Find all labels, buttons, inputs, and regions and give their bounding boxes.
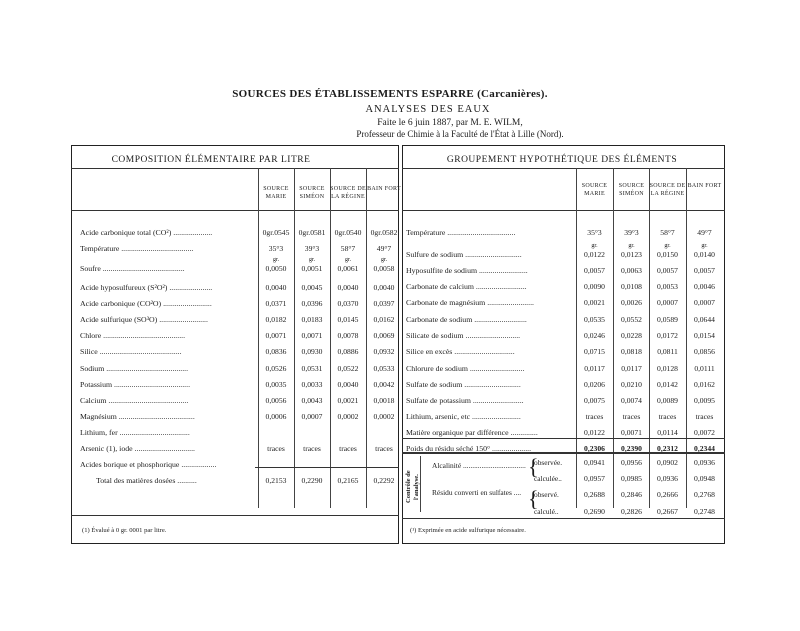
right-cell-value: 0,0715 [584,347,605,356]
left-cell-value: traces [339,444,357,453]
left-cell-value: 0,0930 [301,347,323,356]
left-cell-value: 0gr.0581 [298,228,326,237]
left-cell-value: 0,0035 [265,380,287,389]
gr-label: gr. [272,256,280,263]
gr-label: gr. [591,242,598,249]
right-cell-value: 0,0142 [657,380,678,389]
left-cell-value: 58°7 [340,244,356,253]
author-line: Professeur de Chimie à la Faculté de l'État à Lille (Nord). [356,129,564,139]
right-cell-value: 0,0108 [621,282,642,291]
left-column-header: SOURCE SIMÉON [299,186,325,200]
right-section-title: GROUPEMENT HYPOTHÉTIQUE DES ÉLÉMENTS [446,155,678,165]
left-row-label: Magnésium ....................................... [80,412,195,421]
control-cell-value: 0,2688 [584,490,605,499]
left-row-label: Soufre .......................................... [80,264,185,273]
left-cell-value: 0,0033 [301,380,323,389]
left-row-label: Lithium, fer .................................... [80,428,190,437]
right-cell-value: 0,0090 [584,282,605,291]
column-header-rule [71,210,399,211]
left-cell-value: 0,0162 [373,315,395,324]
left-cell-value: 0,0397 [373,299,395,308]
residue-weight-value: 0,2344 [694,444,715,453]
control-cell-value: 0,0957 [584,474,605,483]
right-cell-value: 49°7 [697,228,712,237]
right-cell-value: 58°7 [660,228,675,237]
gr-label: gr. [344,256,352,263]
left-cell-value: 0,0002 [337,412,359,421]
residue-top-rule [402,438,725,439]
left-cell-value: 49°7 [376,244,392,253]
control-group-alcalinite: Alcalinité .................................. [432,461,526,470]
control-cell-value: 0,0902 [657,458,678,467]
control-cell-value: 0,2826 [621,507,642,516]
right-cell-value: 0,0154 [694,331,715,340]
right-cell-value: 0,0057 [694,266,715,275]
left-row-label: Acides borique et phosphorique .................. [80,460,217,469]
left-cell-value: 0,0932 [373,347,395,356]
right-cell-value: 0,0074 [621,396,642,405]
right-cell-value: 0,0095 [694,396,715,405]
left-total-value: 0,2292 [373,476,395,485]
footnote-rule [71,515,399,516]
left-total-label: Total des matières dosées .......... [96,476,197,485]
left-section-title: COMPOSITION ÉLÉMENTAIRE PAR LITRE [111,155,311,165]
left-row-label: Sodium .......................................... [80,364,189,373]
gr-label: gr. [380,256,388,263]
right-cell-value: 0,0122 [584,250,605,259]
control-row-label: observée. [534,458,563,467]
left-cell-value: traces [375,444,393,453]
right-row-label: Silicate de sodium ............................ [406,331,521,340]
right-row-label: Hyposulfite de sodium ......................... [406,266,528,275]
right-row-label: Température ................................... [406,228,516,237]
right-row-label: Sulfate de potassium .......................... [406,396,524,405]
brace-glyph: { [528,486,539,511]
left-row-label: Température ..................................... [80,244,194,253]
right-cell-value: 0,0210 [621,380,642,389]
right-column-header: SOURCE SIMÉON [618,183,645,197]
left-cell-value: 0,0043 [301,396,323,405]
section-title-rule [402,168,725,169]
right-cell-value: 0,0111 [694,364,715,373]
left-cell-value: 0,0078 [337,331,359,340]
column-header-rule [402,210,725,211]
right-cell-value: 0,0053 [657,282,678,291]
control-group-residu: Résidu converti en sulfates .... [432,488,522,497]
right-cell-value: 0,0057 [584,266,605,275]
left-total-value: 0,2153 [265,476,287,485]
residue-bottom-rule [402,452,725,454]
left-cell-value: 0gr.0582 [370,228,398,237]
right-cell-value: 0,0644 [694,315,715,324]
left-row-label: Acide carbonique total (CO²) .................... [80,228,213,237]
left-cell-value: 0,0050 [265,264,287,273]
right-cell-value: traces [585,412,604,421]
control-row-label: calculé.. [534,507,559,516]
right-cell-value: 0,0150 [657,250,678,259]
left-total-value: 0,2290 [301,476,323,485]
left-cell-value: 0gr.0540 [334,228,362,237]
right-cell-value: 0,0057 [657,266,678,275]
control-row-label: calculée.. [534,474,562,483]
left-row-label: Chlore .......................................... [80,331,186,340]
left-cell-value: 0,0370 [337,299,359,308]
gr-label: gr. [308,256,316,263]
right-footnote: (¹) Exprimée en acide sulfurique nécessaire. [410,527,526,534]
right-cell-value: 0,0063 [621,266,642,275]
left-footnote: (1) Évalué à 0 gr. 0001 par litre. [82,527,167,534]
right-cell-value: 0,0089 [657,396,678,405]
right-cell-value: 0,0123 [621,250,642,259]
left-cell-value: 0,0145 [337,315,359,324]
right-table [402,145,725,544]
left-cell-value: 0,0522 [337,364,359,373]
left-cell-value: 0,0040 [373,283,395,292]
left-column-header: SOURCE MARIE [263,186,289,200]
left-column-header: BAIN FORT [367,186,401,192]
right-row-label: Carbonate de magnésium ........................ [406,298,534,307]
gr-label: gr. [664,242,671,249]
control-cell-value: 0,0985 [621,474,642,483]
page-title: SOURCES DES ÉTABLISSEMENTS ESPARRE (Carcanières). [232,88,548,100]
right-cell-value: 0,0007 [657,298,678,307]
control-cell-value: 0,0956 [621,458,642,467]
left-cell-value: 0,0069 [373,331,395,340]
control-cell-value: 0,0948 [694,474,715,483]
right-cell-value: 0,0140 [694,250,715,259]
right-cell-value: 0,0162 [694,380,715,389]
left-cell-value: 0,0886 [337,347,359,356]
right-cell-value: 0,0007 [694,298,715,307]
right-cell-value: 0,0072 [694,428,715,437]
right-cell-value: 39°3 [624,228,639,237]
right-cell-value: 0,0117 [584,364,605,373]
right-cell-value: 0,0114 [657,428,678,437]
right-cell-value: traces [622,412,641,421]
gr-label: gr. [628,242,635,249]
right-cell-value: 0,0071 [621,428,642,437]
right-cell-value: 0,0075 [584,396,605,405]
right-cell-value: traces [695,412,714,421]
left-cell-value: 0,0836 [265,347,287,356]
total-rule [255,467,399,468]
control-row-label: observé. [534,490,559,499]
left-row-label: Acide carbonique (CO²O) ......................... [80,299,212,308]
left-cell-value: 0,0071 [301,331,323,340]
right-cell-value: 35°3 [587,228,602,237]
left-cell-value: 0,0056 [265,396,287,405]
right-cell-value: 0,0026 [621,298,642,307]
control-cell-value: 0,0941 [584,458,605,467]
control-divider [420,456,421,512]
right-row-label: Matière organique par différence .............. [406,428,538,437]
control-label: Contrôle de l'analyse. [405,470,420,504]
right-row-label: Lithium, arsenic, etc ......................... [406,412,521,421]
left-cell-value: 0,0071 [265,331,287,340]
right-column-header: SOURCE MARIE [581,183,608,197]
left-cell-value: 0,0371 [265,299,287,308]
control-cell-value: 0,0936 [657,474,678,483]
left-cell-value: 0,0045 [301,283,323,292]
left-row-label: Potassium ....................................... [80,380,191,389]
right-row-label: Carbonate de sodium ........................... [406,315,527,324]
left-cell-value: 0,0002 [373,412,395,421]
left-cell-value: 0,0061 [337,264,359,273]
right-row-label: Carbonate de calcium .......................... [406,282,527,291]
gr-label: gr. [701,242,708,249]
left-cell-value: 0,0526 [265,364,287,373]
left-cell-value: traces [267,444,285,453]
left-cell-value: 0,0040 [337,380,359,389]
left-row-label: Silice .......................................... [80,347,182,356]
residue-weight-value: 0,2390 [621,444,642,453]
right-cell-value: 0,0122 [584,428,605,437]
left-cell-value: 0gr.0545 [262,228,290,237]
control-cell-value: 0,2768 [694,490,715,499]
control-cell-value: 0,2667 [657,507,678,516]
right-cell-value: 0,0117 [621,364,642,373]
left-cell-value: 0,0182 [265,315,287,324]
section-title-rule [71,168,399,169]
left-cell-value: 0,0007 [301,412,323,421]
control-cell-value: 0,2690 [584,507,605,516]
right-column-header: BAIN FORT [687,183,722,189]
right-cell-value: 0,0818 [621,347,642,356]
right-row-label: Sulfate de sodium ............................. [406,380,521,389]
right-row-label: Chlorure de sodium ............................ [406,364,525,373]
brace-glyph: { [528,454,539,479]
left-column-header: SOURCE DE LA RÉGINE [330,186,366,200]
left-row-label: Arsenic (1), iode ............................... [80,444,195,453]
right-cell-value: traces [658,412,677,421]
left-cell-value: 0,0021 [337,396,359,405]
left-row-label: Calcium ......................................... [80,396,189,405]
date-line: Faite le 6 juin 1887, par M. E. WILM, [377,118,523,128]
right-column-header: SOURCE DE LA RÉGINE [649,183,686,197]
residue-weight-value: 0,2306 [584,444,605,453]
residue-weight-value: 0,2312 [657,444,678,453]
control-cell-value: 0,2748 [694,507,715,516]
left-cell-value: 0,0042 [373,380,395,389]
left-cell-value: 0,0051 [301,264,323,273]
page-subtitle: ANALYSES DES EAUX [365,104,491,115]
right-cell-value: 0,0128 [657,364,678,373]
right-cell-value: 0,0246 [584,331,605,340]
left-row-label: Acide sulfurique (SO³O) ......................... [80,315,208,324]
control-cell-value: 0,0936 [694,458,715,467]
right-cell-value: 0,0811 [657,347,678,356]
right-cell-value: 0,0206 [584,380,605,389]
left-cell-value: 0,0533 [373,364,395,373]
right-cell-value: 0,0552 [621,315,642,324]
footnote-rule [402,518,725,519]
right-row-label: Sulfure de sodium ............................. [406,250,522,259]
left-total-value: 0,2165 [337,476,359,485]
left-cell-value: 39°3 [304,244,320,253]
left-cell-value: 0,0396 [301,299,323,308]
left-cell-value: 0,0040 [337,283,359,292]
left-cell-value: traces [303,444,321,453]
left-cell-value: 0,0183 [301,315,323,324]
left-cell-value: 0,0018 [373,396,395,405]
right-row-label: Poids du résidu séché 150° .................... [406,444,532,453]
control-cell-value: 0,2846 [621,490,642,499]
right-cell-value: 0,0228 [621,331,642,340]
right-cell-value: 0,0589 [657,315,678,324]
right-cell-value: 0,0021 [584,298,605,307]
left-cell-value: 0,0040 [265,283,287,292]
left-cell-value: 35°3 [268,244,284,253]
right-cell-value: 0,0856 [694,347,715,356]
left-row-label: Acide hyposulfureux (S²O²) ...................... [80,283,213,292]
right-cell-value: 0,0046 [694,282,715,291]
control-cell-value: 0,2666 [657,490,678,499]
right-row-label: Silice en excès ............................... [406,347,515,356]
right-cell-value: 0,0172 [657,331,678,340]
left-cell-value: 0,0006 [265,412,287,421]
left-cell-value: 0,0058 [373,264,395,273]
left-cell-value: 0,0531 [301,364,323,373]
right-cell-value: 0,0535 [584,315,605,324]
